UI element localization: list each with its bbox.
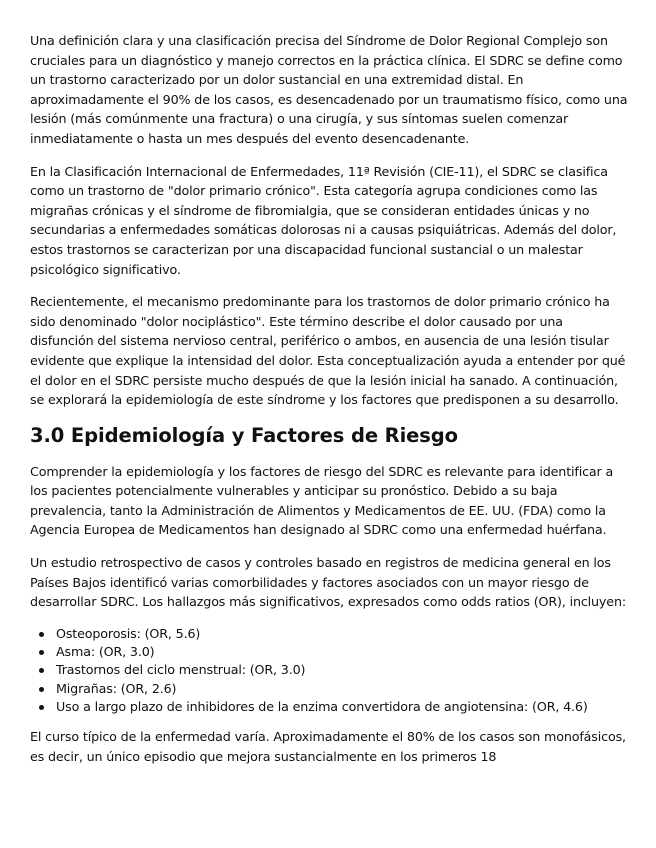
section-paragraph-study: Un estudio retrospectivo de casos y controles basado en registros de medicina general en los Países Bajos identificó varias comorbilidades y factores asociados con un mayor riesgo de desarrollar SDRC. Los hallazgos más significativos, expresados como odds ratios (OR), incluyen: [30, 555, 626, 610]
risk-factor-text: Asma: (OR, 3.0) [56, 644, 155, 660]
risk-factor-text: Uso a largo plazo de inhibidores de la enzima convertidora de angiotensina: (OR, 4.6) [56, 699, 588, 715]
intro-paragraph-classification: En la Clasificación Internacional de Enfermedades, 11ª Revisión (CIE-11), el SDRC se clasifica como un trastorno de "dolor primario crónico". Esta categoría agrupa condiciones como las migrañas crónicas y el síndrome de fibromialgia, que se consideran entidades únicas y no secundarias a enfermedades somáticas dolorosas ni a causas psiquiátricas. Además del dolor, estos trastornos se caracterizan por una discapacidad funcional sustancial o un malestar psicológico significativo. [30, 163, 617, 277]
list-item [56, 625, 630, 643]
list-item [56, 680, 630, 698]
document-page [30, 31, 630, 780]
list-item [56, 643, 630, 661]
bullet-icon [39, 650, 44, 655]
list-item [56, 661, 630, 679]
list-item [56, 698, 630, 716]
section-heading: 3.0 Epidemiología y Factores de Riesgo [30, 423, 458, 447]
risk-factor-text: Trastornos del ciclo menstrual: (OR, 3.0) [56, 662, 306, 678]
bullet-icon [39, 705, 44, 710]
risk-factor-text: Osteoporosis: (OR, 5.6) [56, 625, 201, 641]
risk-factor-list [30, 625, 630, 716]
bullet-icon [39, 632, 44, 637]
bullet-icon [39, 687, 44, 692]
intro-paragraph-mechanism: Recientemente, el mecanismo predominante para los trastornos de dolor primario crónico ha sido denominado "dolor nociplástico". Este término describe el dolor causado por una disfunción del sistema nervioso central, periférico o ambos, en ausencia de una lesión tisular evidente que explique la intensidad del dolor. Esta conceptualización ayuda a entender por qué el dolor en el SDRC persiste mucho después de que la lesión inicial ha sanado. A continuación, se explorará la epidemiología de este síndrome y los factores que predisponen a su desarrollo. [30, 294, 626, 408]
bullet-icon [39, 668, 44, 673]
intro-paragraph-definition: Una definición clara y una clasificación precisa del Síndrome de Dolor Regional Complejo son cruciales para un diagnóstico y manejo correctos en la práctica clínica. El SDRC se define como un trastorno caracterizado por un dolor sustancial en una extremidad distal. En aproximadamente el 90% de los casos, es desencadenado por un traumatismo físico, como una lesión (más comúnmente una fractura) o una cirugía, y sus síntomas suelen comenzar inmediatamente o hasta un mes después del evento desencadenante. [30, 33, 628, 146]
closing-paragraph: El curso típico de la enfermedad varía. Aproximadamente el 80% de los casos son monofásicos, es decir, un único episodio que mejora sustancialmente en los primeros 18 [30, 729, 626, 764]
section-paragraph-epidemiology: Comprender la epidemiología y los factores de riesgo del SDRC es relevante para identificar a los pacientes potencialmente vulnerables y anticipar su pronóstico. Debido a su baja prevalencia, tanto la Administración de Alimentos y Medicamentos de EE. UU. (FDA) como la Agencia Europea de Medicamentos han designado al SDRC como una enfermedad huérfana. [30, 463, 614, 538]
risk-factor-text: Migrañas: (OR, 2.6) [56, 680, 177, 696]
